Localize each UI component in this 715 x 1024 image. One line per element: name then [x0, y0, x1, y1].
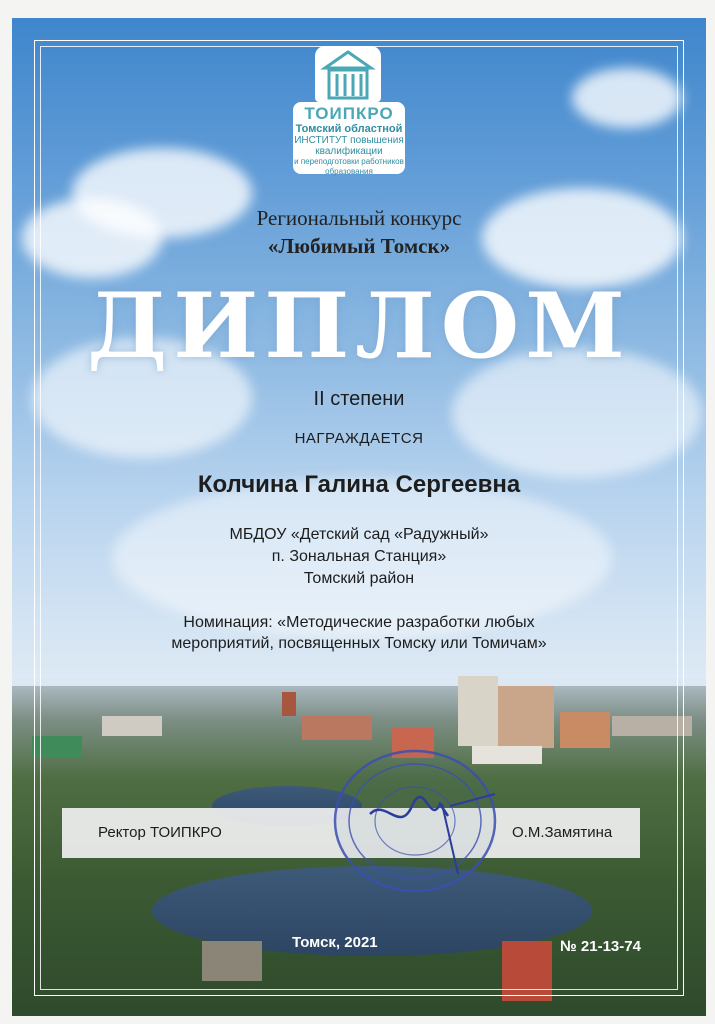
logo-line1: Томский областной: [295, 123, 403, 135]
contest-line2: «Любимый Томск»: [267, 234, 451, 258]
logo-line3: и переподготовки работников образования: [294, 157, 404, 176]
nomination: [12, 612, 706, 654]
organization-line2: п. Зональная Станция»: [271, 548, 447, 565]
organization-line1: МБДОУ «Детский сад «Радужный»: [229, 526, 489, 543]
diploma-degree: II степени: [313, 388, 405, 410]
recipient-name: Колчина Галина Сергеевна: [197, 471, 521, 498]
logo-building-icon: [315, 46, 381, 102]
logo-card: [293, 102, 405, 174]
organization: [12, 524, 706, 590]
rector-title: Ректор ТОИПКРО: [98, 824, 222, 841]
diploma-number: № 21-13-74: [560, 938, 641, 955]
nomination-line1: Номинация: «Методические разработки любых: [183, 614, 535, 631]
place-and-year: Томск, 2021: [292, 934, 378, 951]
logo-line2: ИНСТИТУТ повышения квалификации: [294, 135, 404, 157]
nomination-line2: мероприятий, посвященных Томску или Томичам»: [171, 635, 547, 652]
logo-abbr: ТОИПКРО: [304, 104, 394, 123]
diploma-title: ДИПЛОМ: [87, 273, 631, 379]
official-seal-icon: [330, 746, 500, 896]
contest-line1: Региональный конкурс: [256, 206, 462, 230]
toipkro-logo: [293, 46, 405, 174]
organization-line3: Томский район: [303, 570, 415, 587]
contest-heading: [12, 204, 706, 260]
rector-name: О.М.Замятина: [512, 824, 613, 841]
awarded-label: НАГРАЖДАЕТСЯ: [294, 430, 424, 447]
